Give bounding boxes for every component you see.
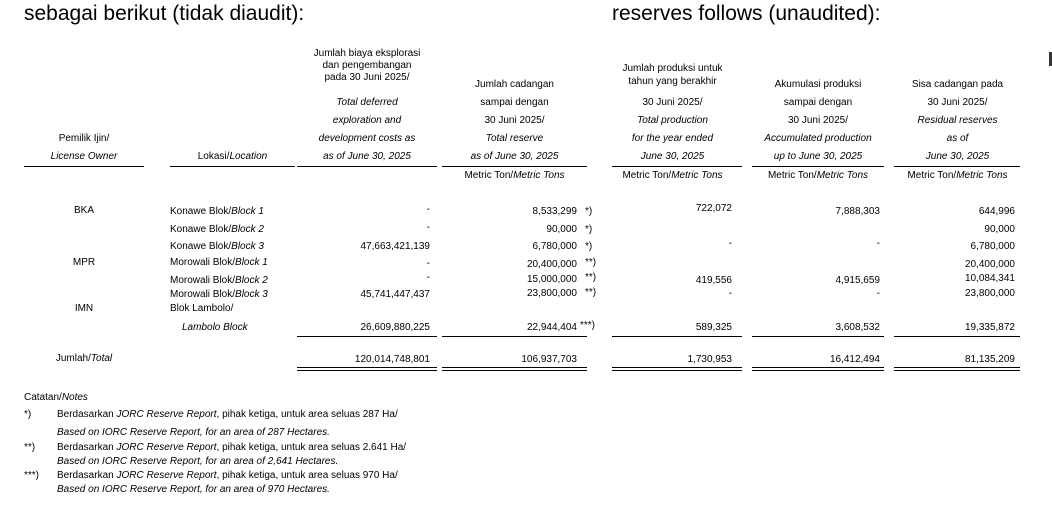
header-costs [297,48,437,84]
row-6-note-mark: **) [585,287,597,298]
total-accumulated: 16,412,494 [829,354,880,365]
header-costs-en-4: as of June 30, 2025 [323,151,411,162]
header-rule-reserve [442,166,587,167]
header-accumulated-en-2: up to June 30, 2025 [773,151,863,162]
row-5-production: 419,556 [695,275,732,286]
row-7-location: Blok Lambolo/ [170,303,234,314]
note-1-text-en: Based on IORC Reserve Report, for an area of 287 Hectares. [57,427,330,438]
row-8-costs: 26,609,880,225 [360,322,430,333]
row-5-reserve: 15,000,000 [526,274,577,285]
row-8-residual: 19,335,872 [964,322,1015,333]
unit-production [600,170,745,182]
row-4-location [170,257,268,269]
row-2-residual: 90,000 [984,224,1015,235]
total-rule-reserve-1 [442,367,587,368]
subtotal-rule-costs [297,336,437,337]
row-5-location-en: Block 2 [235,275,268,286]
header-rule-costs [297,166,437,167]
header-owner [24,130,144,166]
header-rule-accumulated [752,166,884,167]
total-label [24,353,144,365]
header-production-en-2: for the year ended [631,133,714,144]
note-2-text-en: Based on IORC Reserve Report, for an area of 2,641 Hectares. [57,456,339,467]
header-production-id-3: 30 Juni 2025/ [642,97,703,108]
total-production: 1,730,953 [687,354,732,365]
row-3-residual: 6,780,000 [970,241,1015,252]
header-reserve-id-2: sampai dengan [480,97,549,108]
header-production-id-1: Jumlah produksi untuk [622,63,723,74]
header-production-en-1: Total production [637,115,708,126]
subtotal-rule-accumulated [752,336,884,337]
header-accumulated-id-2: sampai dengan [783,97,853,108]
note-3-text-id [57,469,398,482]
row-1-note-mark: *) [585,206,593,217]
row-2-location [170,224,264,236]
header-production-en-3: June 30, 2025 [640,151,705,162]
row-2-location-id: Konawe Blok/ [170,224,232,235]
unit-residual [890,170,1025,182]
row-4-reserve: 20,400,000 [526,259,577,270]
total-rule-residual-1 [894,367,1020,368]
unit-reserve [442,170,587,182]
total-label-id: Jumlah/ [55,353,91,364]
row-2-reserve: 90,000 [546,224,577,235]
note-3-text-en: Based on IORC Reserve Report, for an area of 970 Hectares. [57,484,330,495]
row-2-note-mark: *) [585,224,593,235]
note-2-id-post: , pihak ketiga, untuk area seluas 2.641 Ha/ [216,442,407,453]
header-owner-en: License Owner [50,151,118,162]
row-5-location-id: Morowali Blok/ [170,275,236,286]
unit-production-id: Metric Ton/ [622,170,672,181]
total-rule-production-2 [612,370,742,371]
subtotal-rule-residual [894,336,1020,337]
subtotal-rule-reserve [442,336,587,337]
header-costs-id-3: pada 30 Juni 2025/ [324,72,410,83]
note-3-id-pre: Berdasarkan [57,470,117,481]
total-rule-accumulated-1 [752,367,884,368]
row-3-production: - [728,238,732,249]
row-6-costs: 45,741,447,437 [360,289,430,300]
header-accumulated-en-1: Accumulated production [764,133,872,144]
unit-accumulated-id: Metric Ton/ [767,170,817,181]
unit-reserve-en: Metric Tons [513,170,565,181]
row-4-residual: 20,400,000 [964,259,1015,270]
row-3-location-en: Block 3 [231,241,264,252]
row-4-costs: - [426,258,430,269]
unit-reserve-id: Metric Ton/ [464,170,514,181]
header-reserve-en-1: Total reserve [485,133,544,144]
row-1-costs: - [426,204,430,215]
row-6-reserve: 23,800,000 [526,288,577,299]
notes-title-id: Catatan/ [24,392,62,403]
note-3-id-em: JORC Reserve Report [116,470,217,481]
header-reserve-id-3: 30 Juni 2025/ [484,115,545,126]
row-4-owner: MPR [72,257,96,268]
row-2-costs: - [426,222,430,233]
header-reserve-en-2: as of June 30, 2025 [470,151,559,162]
header-accumulated [748,76,888,166]
row-3-accumulated: - [876,238,880,249]
header-reserve-id-1: Jumlah cadangan [475,79,554,90]
header-residual-en-1: Residual reserves [917,115,998,126]
row-1-residual: 644,996 [978,206,1015,217]
note-1-id-em: JORC Reserve Report [116,409,217,420]
row-5-residual: 10,084,341 [964,273,1015,284]
total-rule-residual-2 [894,370,1020,371]
total-rule-production-1 [612,367,742,368]
total-reserve: 106,937,703 [521,354,577,365]
header-costs-en-2: exploration and [332,115,402,126]
row-8-note-mark: ***) [580,320,596,331]
total-residual: 81,135,209 [964,354,1015,365]
row-8-reserve: 22,944,404 [526,322,577,333]
unit-residual-id: Metric Ton/ [907,170,957,181]
header-rule-production [612,166,742,167]
header-production [600,62,745,88]
header-costs-en-3: development costs as [318,133,416,144]
subtotal-rule-production [612,336,742,337]
header-costs-id-2: dan pengembangan [322,60,412,71]
row-1-location [170,206,264,218]
header-owner-id: Pemilik Ijin/ [58,133,110,144]
row-5-note-mark: **) [585,272,597,283]
row-6-location [170,289,268,301]
row-1-reserve: 8,533,299 [532,206,577,217]
row-1-location-id: Konawe Blok/ [170,206,232,217]
note-2-id-pre: Berdasarkan [57,442,117,453]
row-8-location: Lambolo Block [182,322,248,333]
header-residual [890,76,1025,166]
header-production-id-2: tahun yang berakhir [628,76,717,87]
notes-title-en: Notes [61,392,88,403]
row-6-location-id: Morowali Blok/ [170,289,236,300]
notes-title [24,391,88,404]
header-reserve [442,76,587,166]
header-costs-en [297,94,437,166]
row-6-accumulated: - [876,288,880,299]
total-rule-accumulated-2 [752,370,884,371]
heading-right: reserves follows (unaudited): [612,2,881,25]
unit-production-en: Metric Tons [671,170,723,181]
header-location-id: Lokasi/ [197,151,230,162]
row-3-location-id: Konawe Blok/ [170,241,232,252]
row-7-owner: IMN [74,303,94,314]
header-residual-en-2: as of [946,133,969,144]
row-1-accumulated: 7,888,303 [835,206,880,217]
row-3-location [170,241,264,253]
header-location-en: Location [229,151,268,162]
note-3-id-post: , pihak ketiga, untuk area seluas 970 Ha/ [216,470,398,481]
note-1-id-post: , pihak ketiga, untuk area seluas 287 Ha/ [216,409,398,420]
header-rule-residual [894,166,1020,167]
header-location [170,148,295,166]
row-4-location-en: Block 1 [235,257,268,268]
total-rule-costs-1 [297,367,437,368]
row-1-production: 722,072 [695,203,732,214]
row-3-reserve: 6,780,000 [532,241,577,252]
total-rule-reserve-2 [442,370,587,371]
note-1-id-pre: Berdasarkan [57,409,117,420]
note-2-id-em: JORC Reserve Report [116,442,217,453]
header-rule-location [170,166,295,167]
header-costs-en-1: Total deferred [336,97,398,108]
row-5-accumulated: 4,915,659 [835,275,880,286]
header-residual-en-3: June 30, 2025 [925,151,990,162]
row-6-production: - [728,288,732,299]
note-2-text-id [57,441,406,454]
header-accumulated-id-1: Akumulasi produksi [774,79,862,90]
row-1-location-en: Block 1 [231,206,264,217]
header-rule-owner [24,166,144,167]
row-5-location [170,275,268,287]
heading-left: sebagai berikut (tidak diaudit): [24,2,305,25]
row-5-costs: - [426,272,430,283]
row-2-location-en: Block 2 [231,224,264,235]
row-3-note-mark: *) [585,241,593,252]
total-costs: 120,014,748,801 [354,354,430,365]
header-residual-id-1: Sisa cadangan pada [911,79,1004,90]
header-accumulated-id-3: 30 Juni 2025/ [787,115,849,126]
row-1-owner: BKA [73,205,94,216]
note-2-mark: **) [24,442,36,453]
row-8-accumulated: 3,608,532 [835,322,880,333]
row-8-production: 589,325 [695,322,732,333]
row-3-costs: 47,663,421,139 [360,241,430,252]
row-4-location-id: Morowali Blok/ [170,257,236,268]
note-1-text-id [57,408,398,421]
row-6-residual: 23,800,000 [964,288,1015,299]
note-1-mark: *) [24,409,32,420]
header-production-lower [600,94,745,166]
row-6-location-en: Block 3 [235,289,268,300]
unit-accumulated-en: Metric Tons [816,170,869,181]
header-costs-id-1: Jumlah biaya eksplorasi [313,48,421,59]
row-4-note-mark: **) [585,257,597,268]
total-rule-costs-2 [297,370,437,371]
note-3-mark: ***) [24,470,40,481]
unit-accumulated [748,170,888,182]
header-residual-id-2: 30 Juni 2025/ [927,97,988,108]
total-label-en: Total [90,353,113,364]
unit-residual-en: Metric Tons [956,170,1008,181]
